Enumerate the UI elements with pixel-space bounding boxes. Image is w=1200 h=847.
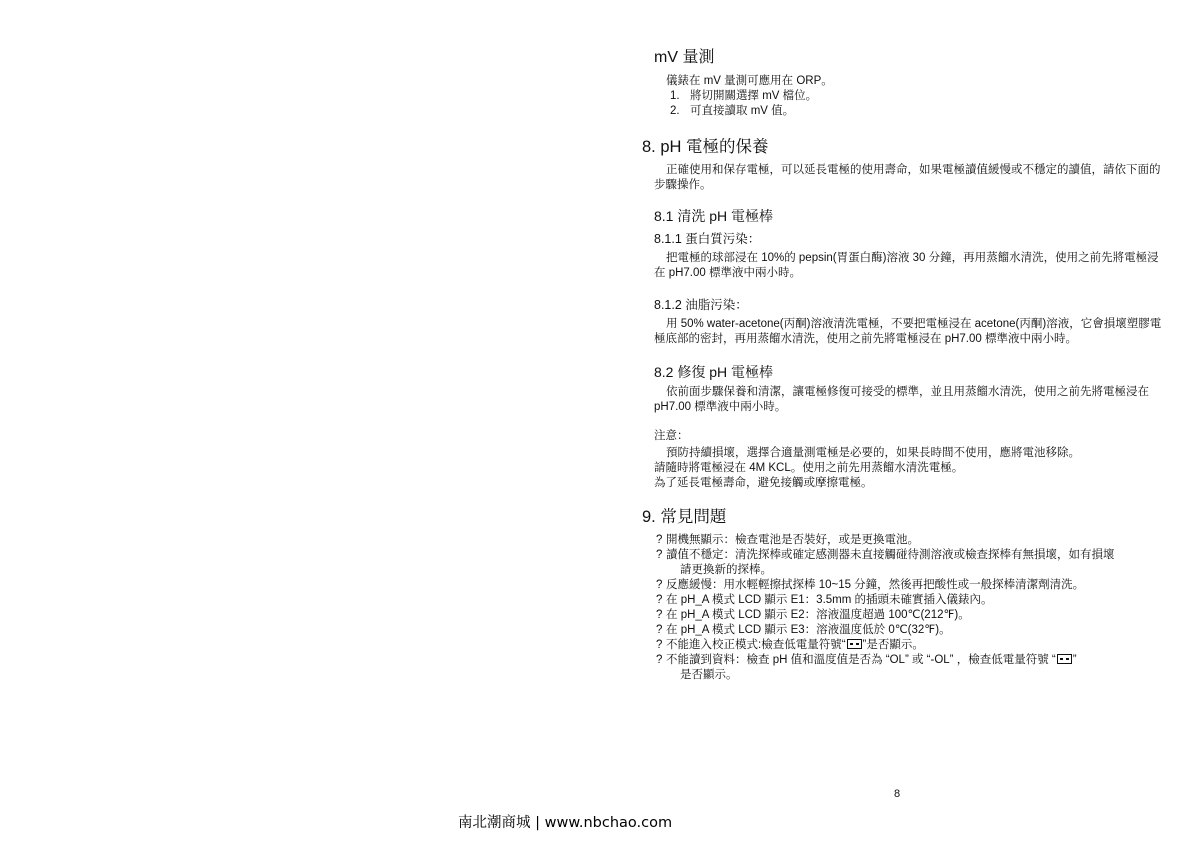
section-8-1-title: 8.1 清洗 pH 電極棒 <box>654 208 774 224</box>
note-line-1: 預防持續損壞，選擇合適量測電極是必要的，如果長時間不使用，應將電池移除。 <box>666 447 1080 459</box>
list-item <box>656 653 1162 683</box>
question-mark: ? <box>656 549 663 561</box>
section-8-2-title: 8.2 修復 pH 電極棒 <box>654 364 774 380</box>
section-8-1-2-title: 8.1.2 油脂污染： <box>654 298 748 312</box>
battery-low-icon <box>1057 654 1072 664</box>
list-item <box>656 593 1162 608</box>
section-8-1-2-text: 用 50% water-acetone(丙酮)溶液清洗電極，不要把電極浸在 acetone(丙酮)溶液，它會損壞塑膠電極底部的密封，再用蒸餾水清洗，使用之前先將電極浸在 pH7.00 標準液中兩小時。 <box>654 318 1162 345</box>
mv-steps <box>642 89 1162 119</box>
question-mark: ? <box>656 534 663 546</box>
note-title: 注意： <box>654 430 689 442</box>
step-text: 將切開關選擇 mV 檔位。 <box>690 90 818 102</box>
question-mark: ? <box>656 609 663 621</box>
faq-list <box>642 533 1162 683</box>
section-8-1-1-title: 8.1.1 蛋白質污染： <box>654 232 761 246</box>
list-item <box>656 548 1162 578</box>
faq-text-tail: ” <box>1072 654 1077 666</box>
faq-text-tail: ”是否顯示。 <box>862 639 924 651</box>
faq-text: 不能進入校正模式:檢查低電量符號“ <box>666 639 846 651</box>
list-item <box>656 608 1162 623</box>
question-mark: ? <box>656 594 663 606</box>
step-number: 2. <box>670 105 680 117</box>
faq-continuation: 是否顯示。 <box>680 669 738 681</box>
faq-text: 在 pH_A 模式 LCD 顯示 E2：溶液溫度超過 100℃(212℉)。 <box>666 609 970 621</box>
faq-continuation: 請更換新的探棒。 <box>680 564 772 576</box>
mv-title: mV 量測 <box>654 49 715 66</box>
section-9-title: 9. 常見問題 <box>642 508 727 526</box>
faq-text: 開機無顯示：檢查電池是否裝好，或是更換電池。 <box>666 534 919 546</box>
section-8-1-1-text: 把電極的球部浸在 10%的 pepsin(胃蛋白酶)溶液 30 分鐘，再用蒸餾水清洗，使用之前先將電極浸在 pH7.00 標準液中兩小時。 <box>654 252 1159 279</box>
faq-text: 在 pH_A 模式 LCD 顯示 E3：溶液溫度低於 0℃(32℉)。 <box>666 624 951 636</box>
list-item <box>656 533 1162 548</box>
faq-text: 不能讀到資料：檢查 pH 值和溫度值是否為 “OL” 或 “-OL” ，檢查低電量符號 “ <box>666 654 1056 666</box>
list-item <box>656 578 1162 593</box>
step-text: 可直接讀取 mV 值。 <box>690 105 795 117</box>
faq-text: 在 pH_A 模式 LCD 顯示 E1：3.5mm 的插頭未確實插入儀錶內。 <box>666 594 993 606</box>
footer-watermark[interactable]: 南北潮商城 | www.nbchao.com <box>458 815 673 831</box>
manual-page <box>642 48 1162 683</box>
note-line-2: 請隨時將電極浸在 4M KCL。使用之前先用蒸餾水清洗電極。 <box>654 462 964 474</box>
section-8-intro: 正確使用和保存電極，可以延長電極的使用壽命，如果電極讀值緩慢或不穩定的讀值，請依下面的步驟操作。 <box>654 164 1161 191</box>
list-item <box>656 638 1162 653</box>
section-8-title: 8. pH 電極的保養 <box>642 138 769 156</box>
list-item <box>670 89 1162 104</box>
step-number: 1. <box>670 90 680 102</box>
page-number: 8 <box>894 788 901 800</box>
faq-text: 讀值不穩定：清洗探棒或確定感測器未直接觸碰待測溶液或檢查探棒有無損壞，如有損壞 <box>666 549 1115 561</box>
section-8-2-text: 依前面步驟保養和清潔，讓電極修復可接受的標準，並且用蒸餾水清洗，使用之前先將電極浸在 pH7.00 標準液中兩小時。 <box>654 386 1149 413</box>
question-mark: ? <box>656 624 663 636</box>
faq-text: 反應緩慢：用水輕輕擦拭探棒 10~15 分鐘，然後再把酸性或一般探棒清潔劑清洗。 <box>666 579 1085 591</box>
mv-desc: 儀錶在 mV 量測可應用在 ORP。 <box>666 75 833 87</box>
battery-low-icon <box>847 639 862 649</box>
question-mark: ? <box>656 639 663 651</box>
question-mark: ? <box>656 579 663 591</box>
list-item <box>656 623 1162 638</box>
question-mark: ? <box>656 654 663 666</box>
list-item <box>670 104 1162 119</box>
note-line-3: 為了延長電極壽命，避免接觸或摩擦電極。 <box>654 477 873 489</box>
